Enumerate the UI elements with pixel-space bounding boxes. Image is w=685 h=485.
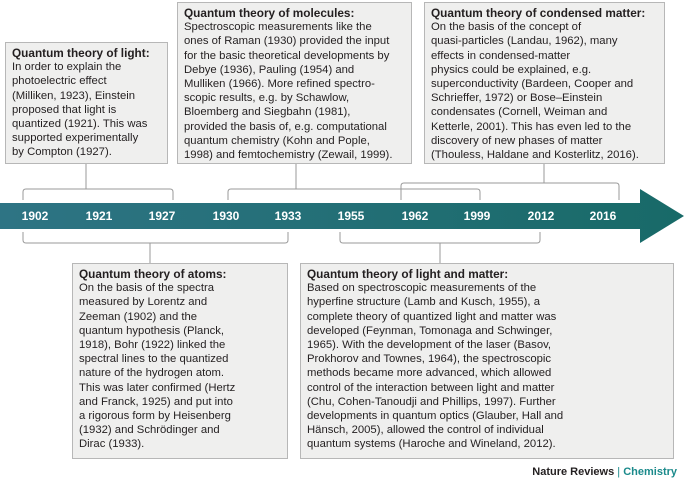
journal-section: Chemistry	[623, 466, 677, 478]
year-label: 1933	[274, 209, 302, 223]
box-title: Quantum theory of molecules:	[184, 6, 355, 20]
box-quantum-theory-of-atoms	[72, 263, 288, 459]
box-body: In order to explain the photoelectric effect (Milliken, 1923), Einstein proposed that light is quantized (1921). This was supported experimentally by Compton (1927).	[12, 61, 148, 159]
year-label: 1927	[148, 209, 176, 223]
year-label: 1921	[85, 209, 113, 223]
year-label: 2012	[527, 209, 555, 223]
box-title: Quantum theory of condensed matter:	[431, 6, 646, 20]
bracket-lightmatter	[340, 232, 540, 263]
year-label: 1999	[463, 209, 491, 223]
year-label: 1955	[337, 209, 365, 223]
journal-credit	[532, 466, 677, 478]
box-title: Quantum theory of light:	[12, 46, 150, 60]
bracket-condensed	[401, 164, 619, 200]
bracket-atoms	[23, 232, 288, 263]
box-quantum-theory-of-molecules	[177, 2, 412, 164]
year-label: 1902	[21, 209, 49, 223]
box-body: Spectroscopic measurements like the ones of Raman (1930) provided the input for the basic theoretical developments by Debye (1936), Pauling (1954) and Mulliken (1966). More refined spectro- scopic results, e.g. by Schawlow, Bloemberg and Siegbahn (1981), provided the basis of, e.g. computational quantum chemistry (Kohn and Pople, 1998) and femtochemistry (Zewail, 1999).	[184, 21, 393, 162]
box-body: On the basis of the concept of quasi-particles (Landau, 1962), many effects in condensed-matter physics could be explained, e.g. superconductivity (Bardeen, Cooper and Schrieffer, 1972) or Bose–Einstein condensates (Cornell, Weiman and Ketterle, 2001). This has even led to the discovery of new phases of matter (Thouless, Haldane and Kosterlitz, 2016).	[431, 21, 639, 162]
year-label: 1962	[401, 209, 429, 223]
year-label: 2016	[589, 209, 617, 223]
box-title: Quantum theory of atoms:	[79, 267, 227, 281]
box-title: Quantum theory of light and matter:	[307, 267, 509, 281]
bracket-light	[23, 164, 173, 200]
year-label: 1930	[212, 209, 240, 223]
journal-name: Nature Reviews	[532, 466, 615, 478]
bracket-molecules	[228, 164, 480, 200]
box-quantum-theory-of-light	[5, 42, 168, 164]
box-body: On the basis of the spectra measured by Lorentz and Zeeman (1902) and the quantum hypothesis (Planck, 1918), Bohr (1922) linked the spectral lines to the quantized nature of the hydrogen atom. This was later confirmed (Hertz and Franck, 1925) and put into a rigorous form by Heisenberg (1932) and Schrödinger and Dirac (1933).	[79, 282, 236, 451]
box-body: Based on spectroscopic measurements of the hyperfine structure (Lamb and Kusch, 1955), a complete theory of quantized light and matter was developed (Feynman, Tomonaga and Schwinger, 1965). With the development of the laser (Basov, Prokhorov and Townes, 1964), the spectroscopic methods became more advanced, which allowed control of the interaction between light and matter (Chu, Cohen-Tanoudji and Phillips, 1997). Further developments in quantum optics (Glauber, Hall and Hänsch, 2005), allowed the control of individual quantum systems (Haroche and Wineland, 2012).	[307, 282, 564, 451]
box-quantum-theory-of-condensed-matter	[424, 2, 665, 164]
credit-separator: |	[617, 466, 621, 478]
box-quantum-theory-of-light-and-matter	[300, 263, 674, 459]
